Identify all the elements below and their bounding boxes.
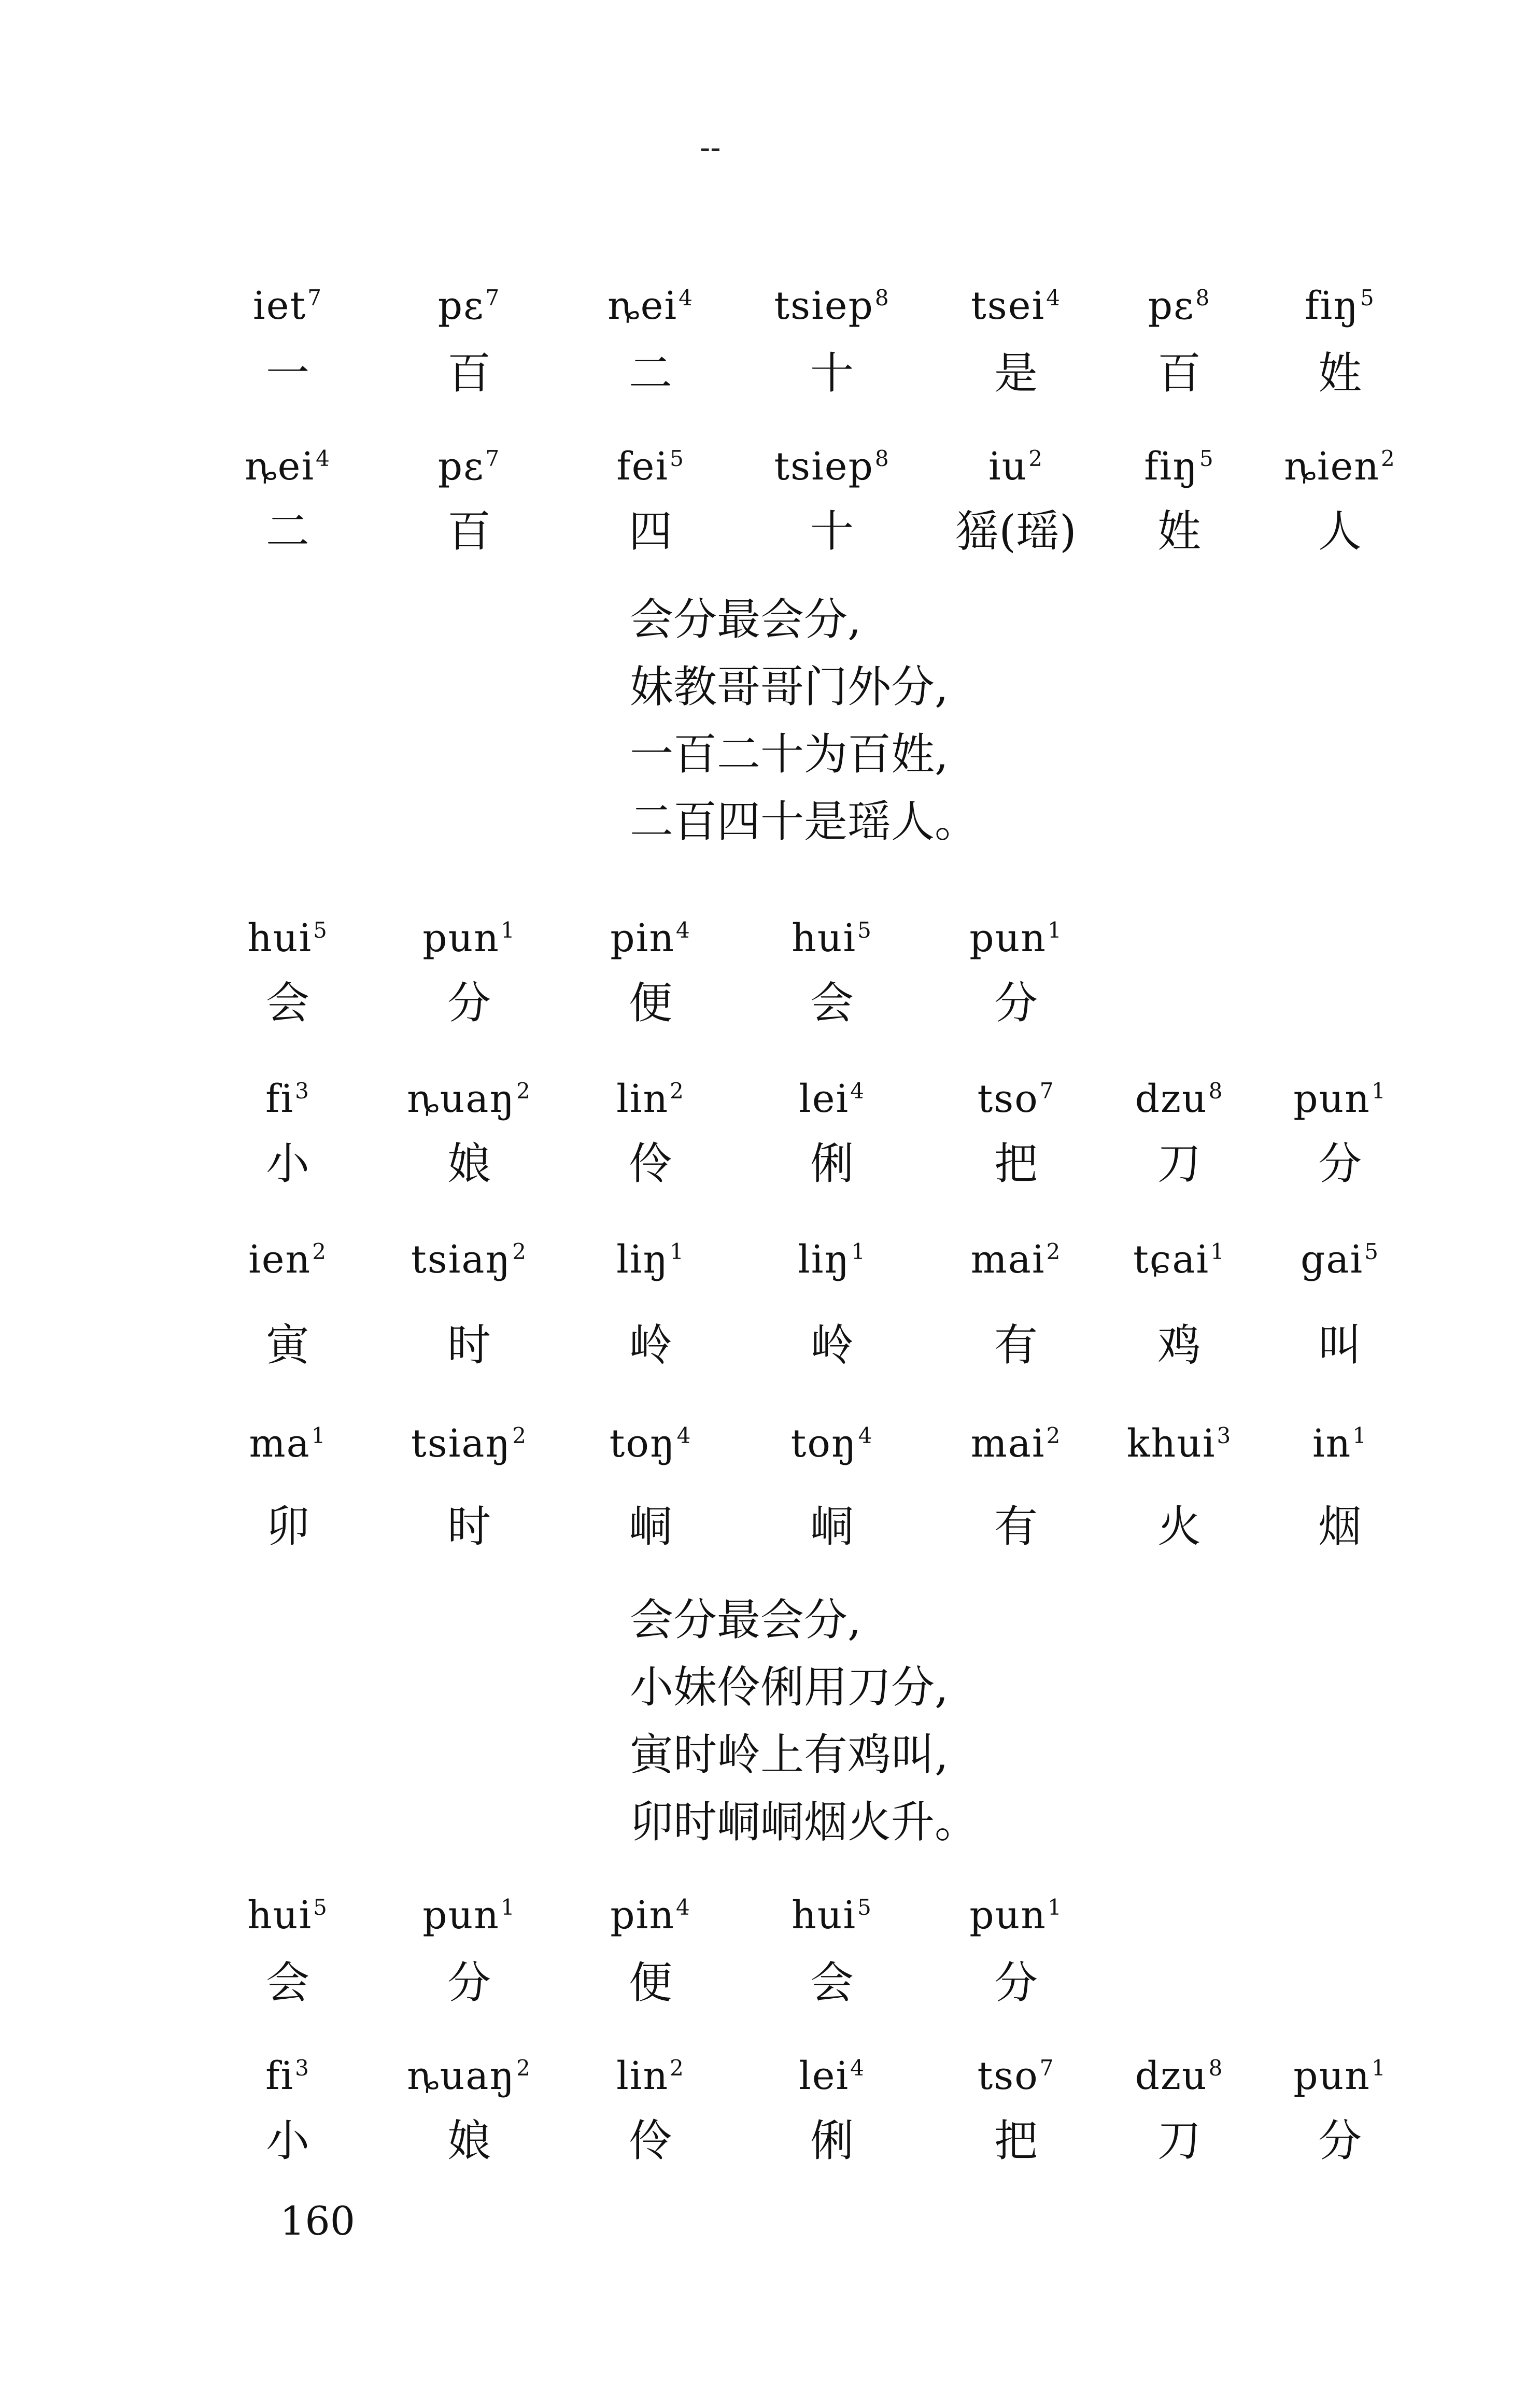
syllable-text: tsiep <box>774 284 874 328</box>
romanization-syllable <box>1257 422 1423 503</box>
romanization-syllable <box>1257 1400 1423 1480</box>
verse-line: 寅时岭上有鸡叫, <box>630 1729 949 1780</box>
tone-number: 4 <box>850 2055 865 2081</box>
tone-number: 1 <box>670 1239 685 1264</box>
romanization-syllable <box>386 2032 552 2112</box>
verse-block <box>630 586 978 855</box>
romanization-syllable <box>749 1216 915 1296</box>
romanization-syllable <box>1257 262 1423 342</box>
hanzi-gloss: 人 <box>1318 506 1362 557</box>
syllable-text: ȵei <box>245 444 315 489</box>
romanization-syllable <box>1096 262 1262 342</box>
romanization-syllable <box>749 262 915 342</box>
tone-number: 2 <box>1380 446 1396 471</box>
syllable-text: lin <box>616 2054 669 2098</box>
tone-number: 1 <box>1047 1895 1063 1920</box>
syllable-text: tɕai <box>1133 1237 1210 1282</box>
syllable-text: ien <box>248 1237 312 1282</box>
syllable-text: fiŋ <box>1144 444 1198 489</box>
tone-number: 2 <box>516 2055 531 2081</box>
romanization-syllable <box>205 894 371 974</box>
syllable-text: mai <box>970 1237 1045 1282</box>
romanization-syllable <box>386 1055 552 1135</box>
hanzi-gloss: 时 <box>447 1320 491 1371</box>
tone-number: 2 <box>1046 1423 1062 1448</box>
tone-number: 5 <box>857 917 872 943</box>
hanzi-row <box>0 1309 1540 1381</box>
romanization-row <box>0 894 1540 967</box>
hanzi-gloss: 是 <box>994 348 1038 399</box>
romanization-syllable <box>933 422 1099 503</box>
hanzi-row <box>0 1127 1540 1200</box>
romanization-syllable <box>1096 1400 1262 1480</box>
syllable-text: fi <box>265 1077 294 1121</box>
syllable-text: mai <box>970 1421 1045 1466</box>
tone-number: 7 <box>307 285 322 310</box>
hanzi-gloss: 分 <box>1318 2115 1362 2166</box>
hanzi-gloss: 会 <box>265 978 309 1028</box>
tone-number: 2 <box>512 1239 527 1264</box>
hanzi-gloss: 卯 <box>265 1501 309 1552</box>
romanization-syllable <box>1257 1216 1423 1296</box>
syllable-text: tso <box>977 1077 1039 1121</box>
tone-number: 8 <box>1208 2055 1224 2081</box>
tone-number: 4 <box>675 917 691 943</box>
verse-line: 会分最会分, <box>630 594 861 645</box>
romanization-syllable <box>933 1400 1099 1480</box>
hanzi-gloss: 分 <box>1318 1138 1362 1189</box>
tone-number: 4 <box>850 1078 865 1104</box>
tone-number: 8 <box>1208 1078 1224 1104</box>
hanzi-gloss: 姓 <box>1157 506 1201 557</box>
romanization-syllable <box>933 2032 1099 2112</box>
romanization-syllable <box>568 422 733 503</box>
romanization-row <box>0 1400 1540 1472</box>
romanization-syllable <box>749 422 915 503</box>
syllable-text: ȵei <box>607 284 678 328</box>
romanization-row <box>0 262 1540 334</box>
romanization-syllable <box>1096 1055 1262 1135</box>
hanzi-gloss: 分 <box>447 978 491 1028</box>
syllable-text: toŋ <box>609 1421 676 1466</box>
syllable-text: ȵien <box>1284 444 1380 489</box>
hanzi-gloss: 一 <box>265 348 309 399</box>
hanzi-gloss: 火 <box>1157 1501 1201 1552</box>
hanzi-gloss: 小 <box>265 2115 309 2166</box>
tone-number: 8 <box>874 446 890 471</box>
romanization-syllable <box>568 2032 733 2112</box>
syllable-text: tsiaŋ <box>411 1421 512 1466</box>
hanzi-gloss: 俐 <box>810 1138 854 1189</box>
romanization-row <box>0 1055 1540 1127</box>
hanzi-gloss: 把 <box>994 1138 1038 1189</box>
romanization-row <box>0 2032 1540 2105</box>
romanization-syllable <box>568 894 733 974</box>
tone-number: 5 <box>313 917 328 943</box>
hanzi-gloss: 会 <box>810 978 854 1028</box>
hanzi-gloss: 猺(瑶) <box>955 506 1077 557</box>
hanzi-gloss: 把 <box>994 2115 1038 2166</box>
romanization-syllable <box>933 262 1099 342</box>
tone-number: 5 <box>1360 285 1375 310</box>
hanzi-gloss: 鸡 <box>1157 1320 1201 1371</box>
tone-number: 4 <box>679 285 694 310</box>
tone-number: 7 <box>485 285 501 310</box>
romanization-syllable <box>1096 2032 1262 2112</box>
syllable-text: pɛ <box>437 284 485 328</box>
syllable-text: fiŋ <box>1305 284 1359 328</box>
romanization-syllable <box>1257 2032 1423 2112</box>
romanization-syllable <box>205 1216 371 1296</box>
hanzi-gloss: 百 <box>1157 348 1201 399</box>
syllable-text: pɛ <box>1148 284 1195 328</box>
tone-number: 1 <box>1210 1239 1225 1264</box>
syllable-text: hui <box>792 916 857 961</box>
tone-number: 7 <box>485 446 501 471</box>
hanzi-gloss: 便 <box>628 1957 672 2008</box>
romanization-syllable <box>1096 1216 1262 1296</box>
hanzi-gloss: 伶 <box>628 2115 672 2166</box>
romanization-syllable <box>386 422 552 503</box>
romanization-syllable <box>205 1055 371 1135</box>
syllable-text: ȵuaŋ <box>407 1077 516 1121</box>
hanzi-gloss: 刀 <box>1157 2115 1201 2166</box>
tone-number: 3 <box>295 1078 310 1104</box>
hanzi-gloss: 十 <box>810 348 854 399</box>
syllable-text: pin <box>610 1893 675 1938</box>
syllable-text: ȵuaŋ <box>407 2054 516 2098</box>
syllable-text: iu <box>988 444 1028 489</box>
tone-number: 1 <box>1371 2055 1387 2081</box>
romanization-syllable <box>386 1216 552 1296</box>
page-number: 160 <box>280 2198 356 2244</box>
syllable-text: in <box>1312 1421 1352 1466</box>
syllable-text: khui <box>1126 1421 1216 1466</box>
tone-number: 2 <box>312 1239 327 1264</box>
hanzi-row <box>0 495 1540 568</box>
romanization-row <box>0 1871 1540 1944</box>
hanzi-row <box>0 1946 1540 2019</box>
romanization-syllable <box>749 1055 915 1135</box>
tone-number: 5 <box>1199 446 1214 471</box>
syllable-text: pun <box>969 1893 1047 1938</box>
hanzi-gloss: 便 <box>628 978 672 1028</box>
tone-number: 2 <box>516 1078 531 1104</box>
romanization-syllable <box>1257 1055 1423 1135</box>
tone-number: 5 <box>313 1895 328 1920</box>
hanzi-gloss: 娘 <box>447 1138 491 1189</box>
hanzi-gloss: 二 <box>265 506 309 557</box>
tone-number: 7 <box>1039 2055 1055 2081</box>
hanzi-gloss: 小 <box>265 1138 309 1189</box>
hanzi-gloss: 二 <box>628 348 672 399</box>
hanzi-gloss: 峒 <box>628 1501 672 1552</box>
hanzi-row <box>0 2105 1540 2177</box>
tone-number: 2 <box>512 1423 527 1448</box>
tone-number: 5 <box>670 446 685 471</box>
syllable-text: liŋ <box>616 1237 669 1282</box>
syllable-text: lei <box>799 1077 850 1121</box>
romanization-syllable <box>749 894 915 974</box>
tone-number: 7 <box>1039 1078 1055 1104</box>
hanzi-gloss: 姓 <box>1318 348 1362 399</box>
romanization-row <box>0 422 1540 495</box>
tone-number: 5 <box>857 1895 872 1920</box>
romanization-syllable <box>568 1055 733 1135</box>
hanzi-gloss: 烟 <box>1318 1501 1362 1552</box>
tone-number: 1 <box>851 1239 866 1264</box>
hanzi-gloss: 分 <box>994 978 1038 1028</box>
top-mark: -- <box>700 130 721 166</box>
romanization-syllable <box>933 1055 1099 1135</box>
tone-number: 8 <box>874 285 890 310</box>
tone-number: 3 <box>295 2055 310 2081</box>
verse-line: 会分最会分, <box>630 1594 861 1645</box>
hanzi-gloss: 寅 <box>265 1320 309 1371</box>
tone-number: 1 <box>1352 1423 1368 1448</box>
syllable-text: pɛ <box>437 444 485 489</box>
tone-number: 2 <box>1028 446 1044 471</box>
syllable-text: tsiaŋ <box>411 1237 512 1282</box>
hanzi-gloss: 俐 <box>810 2115 854 2166</box>
syllable-text: pun <box>969 916 1047 961</box>
verse-line: 一百二十为百姓, <box>630 729 949 780</box>
hanzi-gloss: 百 <box>447 506 491 557</box>
syllable-text: dzu <box>1135 2054 1208 2098</box>
hanzi-gloss: 娘 <box>447 2115 491 2166</box>
syllable-text: fi <box>265 2054 294 2098</box>
tone-number: 4 <box>1046 285 1061 310</box>
verse-line: 二百四十是瑶人。 <box>630 796 979 847</box>
verse-line: 妹教哥哥门外分, <box>630 661 949 712</box>
syllable-text: tsei <box>971 284 1045 328</box>
tone-number: 8 <box>1195 285 1211 310</box>
hanzi-gloss: 百 <box>447 348 491 399</box>
tone-number: 1 <box>1371 1078 1387 1104</box>
syllable-text: hui <box>247 1893 313 1938</box>
hanzi-gloss: 峒 <box>810 1501 854 1552</box>
romanization-syllable <box>749 1871 915 1952</box>
syllable-text: tso <box>977 2054 1039 2098</box>
syllable-text: tsiep <box>774 444 874 489</box>
romanization-syllable <box>749 2032 915 2112</box>
romanization-syllable <box>205 2032 371 2112</box>
hanzi-row <box>0 1490 1540 1563</box>
romanization-syllable <box>568 1400 733 1480</box>
syllable-text: gai <box>1301 1237 1364 1282</box>
hanzi-gloss: 会 <box>265 1957 309 2008</box>
hanzi-gloss: 岭 <box>810 1320 854 1371</box>
tone-number: 1 <box>500 917 516 943</box>
hanzi-gloss: 叫 <box>1318 1320 1362 1371</box>
verse-line: 卯时峒峒烟火升。 <box>630 1797 979 1847</box>
syllable-text: pun <box>422 916 500 961</box>
tone-number: 4 <box>316 446 331 471</box>
syllable-text: pin <box>610 916 675 961</box>
romanization-syllable <box>933 1871 1099 1952</box>
hanzi-gloss: 分 <box>994 1957 1038 2008</box>
syllable-text: iet <box>253 284 307 328</box>
romanization-syllable <box>205 1871 371 1952</box>
syllable-text: pun <box>1293 1077 1371 1121</box>
romanization-syllable <box>386 1871 552 1952</box>
romanization-syllable <box>1096 422 1262 503</box>
romanization-syllable <box>568 1871 733 1952</box>
romanization-syllable <box>933 1216 1099 1296</box>
hanzi-gloss: 会 <box>810 1957 854 2008</box>
syllable-text: lei <box>799 2054 850 2098</box>
syllable-text: lin <box>616 1077 669 1121</box>
tone-number: 2 <box>670 1078 685 1104</box>
tone-number: 4 <box>858 1423 873 1448</box>
syllable-text: ma <box>249 1421 310 1466</box>
hanzi-gloss: 分 <box>447 1957 491 2008</box>
romanization-syllable <box>568 1216 733 1296</box>
romanization-row <box>0 1216 1540 1288</box>
hanzi-row <box>0 337 1540 409</box>
hanzi-gloss: 时 <box>447 1501 491 1552</box>
hanzi-gloss: 十 <box>810 506 854 557</box>
syllable-text: toŋ <box>790 1421 857 1466</box>
syllable-text: dzu <box>1135 1077 1208 1121</box>
romanization-syllable <box>205 262 371 342</box>
hanzi-gloss: 有 <box>994 1320 1038 1371</box>
tone-number: 2 <box>1046 1239 1062 1264</box>
syllable-text: pun <box>422 1893 500 1938</box>
tone-number: 3 <box>1217 1423 1232 1448</box>
syllable-text: hui <box>792 1893 857 1938</box>
tone-number: 1 <box>500 1895 516 1920</box>
verse-block <box>630 1586 978 1856</box>
tone-number: 1 <box>311 1423 327 1448</box>
romanization-syllable <box>205 1400 371 1480</box>
hanzi-gloss: 四 <box>628 506 672 557</box>
romanization-syllable <box>386 1400 552 1480</box>
tone-number: 2 <box>670 2055 685 2081</box>
syllable-text: pun <box>1293 2054 1371 2098</box>
tone-number: 4 <box>676 1423 692 1448</box>
romanization-syllable <box>205 422 371 503</box>
verse-line: 小妹伶俐用刀分, <box>630 1662 949 1713</box>
hanzi-row <box>0 967 1540 1039</box>
syllable-text: fei <box>616 444 669 489</box>
hanzi-gloss: 有 <box>994 1501 1038 1552</box>
romanization-syllable <box>568 262 733 342</box>
tone-number: 4 <box>675 1895 691 1920</box>
romanization-syllable <box>749 1400 915 1480</box>
hanzi-gloss: 岭 <box>628 1320 672 1371</box>
tone-number: 5 <box>1364 1239 1379 1264</box>
syllable-text: liŋ <box>798 1237 851 1282</box>
romanization-syllable <box>386 262 552 342</box>
syllable-text: hui <box>247 916 313 961</box>
tone-number: 1 <box>1047 917 1063 943</box>
hanzi-gloss: 刀 <box>1157 1138 1201 1189</box>
romanization-syllable <box>933 894 1099 974</box>
hanzi-gloss: 伶 <box>628 1138 672 1189</box>
romanization-syllable <box>386 894 552 974</box>
